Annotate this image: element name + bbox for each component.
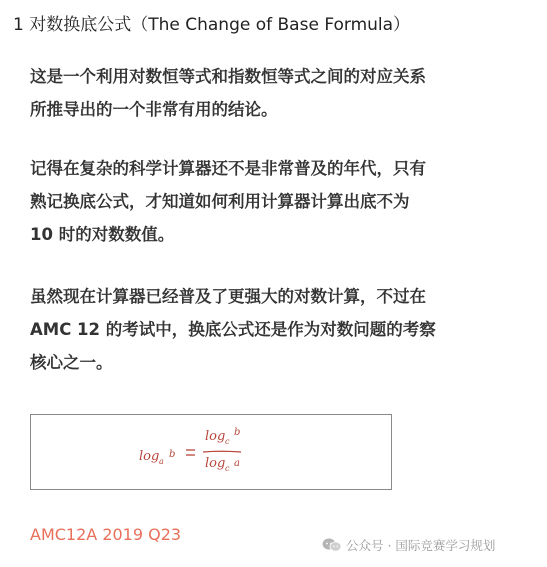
- paragraph-calculator-history: [30, 152, 520, 251]
- formula-num-arg: b: [234, 427, 241, 438]
- wechat-icon: [322, 538, 342, 552]
- paragraph-line: AMC 12 的考试中，换底公式还是作为对数问题的考察: [30, 320, 436, 339]
- change-of-base-formula: [31, 415, 393, 491]
- paragraph-line: 虽然现在计算器已经普及了更强大的对数计算，不过在: [30, 287, 426, 306]
- watermark: [322, 536, 495, 554]
- section-heading: 1 对数换底公式（The Change of Base Formula）: [13, 15, 411, 35]
- paragraph-line: 10 时的对数数值。: [30, 225, 175, 244]
- formula-num-log: log: [205, 429, 226, 444]
- formula-den-arg: a: [234, 458, 240, 469]
- formula-den-base: c: [225, 464, 230, 473]
- paragraph-line: 所推导出的一个非常有用的结论。: [30, 100, 278, 119]
- problem-source: AMC12A 2019 Q23: [30, 525, 182, 544]
- formula-lhs-base: a: [159, 457, 164, 466]
- paragraph-line: 核心之一。: [30, 353, 113, 372]
- formula-fraction-bar: [203, 451, 241, 452]
- formula-box: [30, 414, 392, 490]
- formula-den-log: log: [205, 456, 226, 471]
- formula-num-base: c: [225, 437, 230, 446]
- paragraph-amc-relevance: [30, 280, 520, 379]
- paragraph-intro: [30, 60, 520, 126]
- formula-lhs-arg: b: [169, 449, 176, 460]
- formula-lhs-log: log: [139, 449, 160, 464]
- paragraph-line: 熟记换底公式，才知道如何利用计算器计算出底不为: [30, 192, 410, 211]
- paragraph-line: 这是一个利用对数恒等式和指数恒等式之间的对应关系: [30, 67, 426, 86]
- paragraph-line: 记得在复杂的科学计算器还不是非常普及的年代，只有: [30, 159, 426, 178]
- watermark-text: 公众号 · 国际竞赛学习规划: [346, 538, 496, 553]
